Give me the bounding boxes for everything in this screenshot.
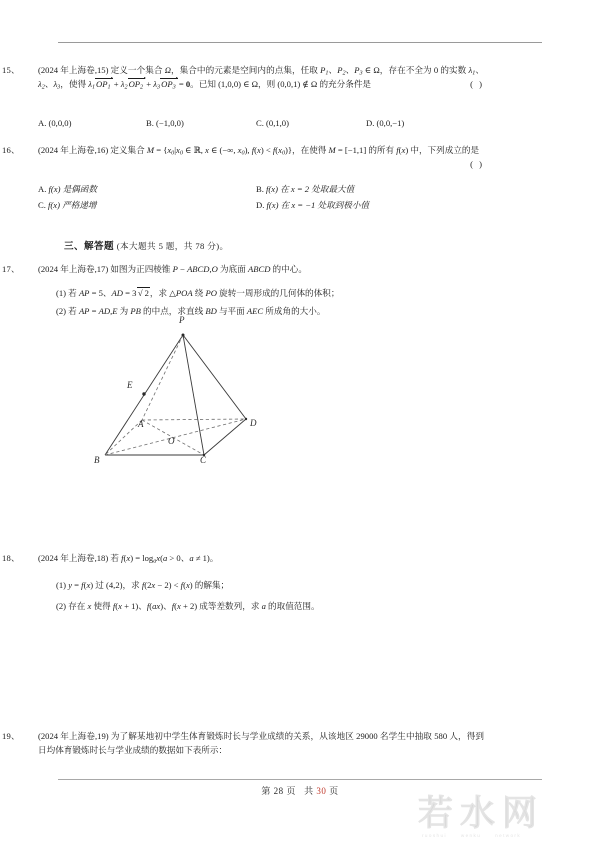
lambda3: $\lambda_3$: [53, 79, 61, 91]
question-17-part-2-label: (2): [56, 306, 67, 316]
question-19-body: (2024 年上海卷,19) 为了解某地初中学生体育锻炼时长与学业成绩的关系，从该地区 29000 名学生中抽取 580 人，得到日均体育锻炼时长与学业成绩的数据如下表所示：: [38, 731, 484, 755]
question-17-source: (2024 年上海卷,17): [38, 264, 109, 274]
question-15-option-a[interactable]: A. (0,0,0): [38, 118, 72, 128]
point-p1: $P_1$: [320, 65, 329, 77]
vector-op1: $OP_1$: [96, 79, 111, 91]
section-heading-title: 三、解答题: [64, 241, 114, 252]
point-p3: $P_3$: [354, 65, 363, 77]
watermark-sub-1: ruoshui: [422, 833, 447, 838]
question-18-part-2: (2) 存在 x 使得 f(x + 1)、f(ax)、f(x + 2) 成等差数列，求 a 的取值范围。: [56, 601, 320, 611]
question-15-body: (2024 年上海卷,15) 定义一个集合 Ω，集合中的元素是空间内的点集，任取 $P_1$、$P_2$、$P_3$ ∈ Ω，存在不全为 0 的实数 $\lambda_1$、$\lambda_2$、$\lambda_3$，使得 $\lambda_1OP_1 + \lambda_2OP_2 + \lambda_3OP_3 = 0$。已知 (1,0,0) ∈ Ω，则 (0,0,1) ∉ Ω 的充分条件是 ( ): [38, 65, 484, 91]
vertex-dot-D: [245, 418, 247, 420]
question-17-number: 17、: [2, 264, 20, 274]
watermark-subtitle: [418, 833, 594, 838]
section-heading: [64, 238, 229, 252]
question-16-answer-blank: ( ): [470, 159, 484, 170]
figure-label-D: D: [250, 418, 257, 428]
question-15-option-c[interactable]: C. (0,1,0): [256, 118, 289, 128]
question-15: [0, 64, 484, 93]
question-18-body: (2024 年上海卷,18) 若 $f(x) = \log_ax(a > 0$、a ≠ 1)。: [38, 553, 219, 565]
watermark-sub-2: wenku: [460, 833, 482, 838]
question-15-number: 15、: [2, 65, 20, 75]
edge-PD: [183, 335, 246, 419]
vertex-dot-P: [182, 334, 185, 337]
vertex-dot-E: [142, 392, 145, 395]
question-18-number: 18、: [2, 553, 20, 563]
edge-AD-hidden: [142, 419, 246, 420]
watermark-text: 若水网: [418, 794, 545, 833]
figure-label-E: E: [127, 380, 133, 390]
footer-page-prefix: 第: [261, 786, 271, 796]
figure-label-O: O: [168, 436, 175, 446]
question-16-option-d[interactable]: D. f(x) 在 x = −1 处取到极小值: [256, 200, 370, 210]
figure-label-C: C: [200, 455, 207, 465]
question-19-number: 19、: [2, 731, 20, 741]
question-17-part-2: (2) 若 AP = AD,E 为 PB 的中点，求直线 BD 与平面 AEC 所成角的大小。: [56, 306, 326, 316]
section-heading-subtitle: (本大题共 5 题，共 78 分)。: [116, 241, 229, 251]
question-19-source: (2024 年上海卷,19): [38, 731, 109, 741]
question-15-answer-blank: ( ): [470, 79, 484, 90]
figure-label-P: P: [179, 315, 185, 325]
edge-AB-hidden: [105, 420, 142, 455]
question-18-part-1-label: (1): [56, 580, 67, 590]
lambda1: $\lambda_1$: [468, 65, 476, 77]
figure-label-B: B: [94, 455, 100, 465]
question-17-part-1-label: (1): [56, 288, 67, 298]
question-18: [0, 552, 484, 566]
point-p2: $P_2$: [337, 65, 346, 77]
question-17: [0, 263, 484, 277]
question-16-option-a[interactable]: A. f(x) 是偶函数: [38, 184, 97, 194]
question-16-option-c[interactable]: C. f(x) 严格递增: [38, 200, 97, 210]
question-18-source: (2024 年上海卷,18): [38, 553, 109, 563]
figure-label-A: A: [138, 419, 144, 429]
question-16-number: 16、: [2, 145, 20, 155]
footer-total-pages: 30: [316, 786, 327, 796]
lambda2: $\lambda_2$: [38, 79, 45, 91]
question-16-body: (2024 年上海卷,16) 定义集合 $M = \{x_0|x_0$ ∈ ℝ, x ∈ (−∞, $x_0$), $f(x) < f(x_0)$}，在使得 M = [−1,1] 的所有 f(x) 中，下列成立的是 ( ): [38, 144, 484, 158]
question-15-option-d[interactable]: D. (0,0,−1): [366, 118, 405, 128]
vector-op3: $OP_3$: [161, 79, 176, 91]
footer-current-page: 28: [273, 786, 284, 796]
footer-page-unit: 页: [286, 786, 296, 796]
edge-PA-hidden: [142, 335, 183, 420]
edge-PC: [183, 335, 204, 455]
question-18-part-1: (1) y = f(x) 过 (4,2)，求 f(2x − 2) < f(x) 的解集；: [56, 580, 230, 590]
footer-divider: [58, 779, 542, 780]
omega-symbol: Ω: [164, 65, 171, 75]
watermark: [418, 796, 594, 848]
vector-op2: $OP_2$: [128, 79, 144, 91]
pyramid-svg: [80, 322, 280, 470]
question-17-part-1: (1) 若 AP = 5、AD = 3 √ 2，求 △POA 绕 PO 旋转一周形成的几何体的体积；: [56, 288, 340, 298]
question-15-option-b[interactable]: B. (−1,0,0): [146, 118, 184, 128]
question-17-body: (2024 年上海卷,17) 如图为正四棱锥 P − ABCD,O 为底面 ABCD 的中心。: [38, 264, 307, 274]
watermark-sub-3: network: [495, 833, 522, 838]
question-16-source: (2024 年上海卷,16): [38, 145, 109, 155]
footer-total-unit: 页: [329, 786, 339, 796]
question-18-part-2-label: (2): [56, 601, 67, 611]
question-15-source: (2024 年上海卷,15): [38, 65, 109, 75]
question-19: [0, 730, 484, 758]
figure-square-pyramid: [80, 315, 280, 470]
footer-total-prefix: 共: [304, 786, 314, 796]
page-footer: [0, 784, 600, 797]
question-16-option-b[interactable]: B. f(x) 在 x = 2 处取最大值: [256, 184, 355, 194]
header-divider: [58, 42, 542, 43]
question-16: [0, 144, 484, 172]
